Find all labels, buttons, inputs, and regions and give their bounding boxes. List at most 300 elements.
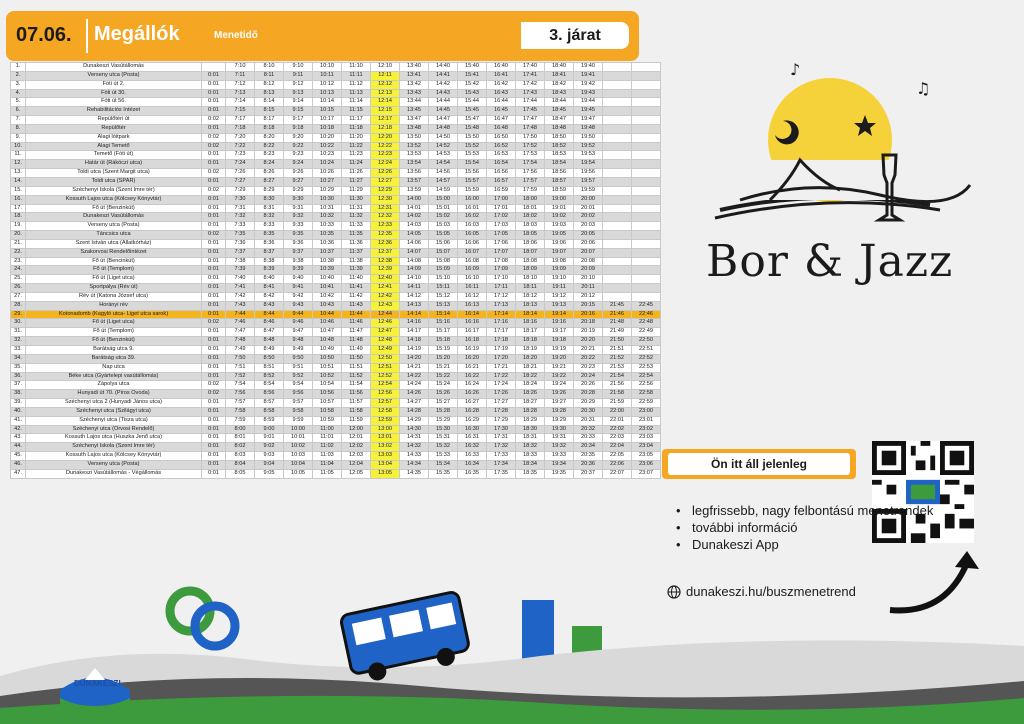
- time-cell: 7:23: [226, 151, 255, 160]
- time-cell: 17:18: [487, 337, 516, 346]
- time-cell: 7:10: [226, 63, 255, 72]
- time-cell: [202, 63, 226, 72]
- time-cell: 14:56: [429, 169, 458, 178]
- time-cell: 0:01: [202, 248, 226, 257]
- time-cell: 9:26: [284, 169, 313, 178]
- time-cell: 7:17: [226, 116, 255, 125]
- time-cell: 9:31: [284, 204, 313, 213]
- time-cell: 0:01: [202, 399, 226, 408]
- time-cell: 15:21: [429, 363, 458, 372]
- time-cell: [603, 257, 632, 266]
- time-cell: 13:57: [400, 177, 429, 186]
- time-cell: 17:24: [487, 381, 516, 390]
- table-row: [11, 204, 661, 213]
- time-cell: 20:16: [574, 310, 603, 319]
- time-cell: 19:31: [545, 434, 574, 443]
- time-cell: 17:43: [516, 89, 545, 98]
- time-cell: 0:01: [202, 354, 226, 363]
- time-cell: [632, 133, 661, 142]
- table-row: [11, 142, 661, 151]
- time-cell: 9:51: [284, 363, 313, 372]
- time-cell: 13:40: [400, 63, 429, 72]
- time-cell: 14:47: [429, 116, 458, 125]
- time-cell: 12:17: [371, 116, 400, 125]
- table-row: [11, 239, 661, 248]
- time-cell: 11:23: [342, 151, 371, 160]
- time-cell: 15:48: [458, 124, 487, 133]
- time-cell: 8:42: [255, 292, 284, 301]
- time-cell: 23:04: [632, 443, 661, 452]
- time-cell: 0:01: [202, 310, 226, 319]
- row-number-cell: 32.: [11, 337, 26, 346]
- time-cell: [603, 116, 632, 125]
- time-cell: 8:17: [255, 116, 284, 125]
- time-cell: [632, 239, 661, 248]
- time-cell: 12:39: [371, 266, 400, 275]
- time-cell: 18:22: [516, 372, 545, 381]
- time-cell: 17:01: [487, 204, 516, 213]
- time-cell: 0:01: [202, 98, 226, 107]
- time-cell: 20:35: [574, 452, 603, 461]
- time-cell: 14:14: [400, 310, 429, 319]
- time-cell: 8:22: [255, 142, 284, 151]
- time-cell: 18:32: [516, 443, 545, 452]
- time-cell: 19:27: [545, 399, 574, 408]
- time-cell: 15:05: [429, 231, 458, 240]
- time-cell: 12:44: [371, 310, 400, 319]
- stop-name-cell: Széchenyi Iskola (Szent Imre tér): [26, 443, 202, 452]
- time-cell: 11:17: [342, 116, 371, 125]
- time-cell: 18:21: [516, 363, 545, 372]
- time-cell: 19:09: [545, 266, 574, 275]
- city-name: DUNAKESZI: [74, 679, 121, 688]
- time-cell: 11:18: [342, 124, 371, 133]
- time-cell: 16:50: [487, 133, 516, 142]
- time-cell: 12:51: [371, 363, 400, 372]
- time-cell: 11:24: [342, 160, 371, 169]
- time-cell: 20:29: [574, 399, 603, 408]
- time-cell: [603, 186, 632, 195]
- time-cell: 8:18: [255, 124, 284, 133]
- time-cell: 15:57: [458, 177, 487, 186]
- svg-text:♫: ♫: [916, 79, 931, 98]
- time-cell: 20:21: [574, 346, 603, 355]
- time-cell: 16:09: [458, 266, 487, 275]
- timetable-url-link[interactable]: dunakeszi.hu/buszmenetrend: [686, 584, 856, 599]
- time-cell: 14:59: [429, 186, 458, 195]
- time-cell: 11:32: [342, 213, 371, 222]
- time-cell: 0:01: [202, 372, 226, 381]
- time-cell: 7:36: [226, 239, 255, 248]
- table-row: [11, 425, 661, 434]
- time-cell: 20:23: [574, 363, 603, 372]
- time-cell: 22:51: [632, 346, 661, 355]
- table-row: [11, 222, 661, 231]
- time-cell: 12:00: [342, 425, 371, 434]
- time-cell: 14:45: [429, 107, 458, 116]
- time-cell: 8:12: [255, 80, 284, 89]
- stop-name-cell: Barátság utca 39.: [26, 354, 202, 363]
- time-cell: 10:05: [284, 469, 313, 478]
- row-number-cell: 16.: [11, 195, 26, 204]
- table-row: [11, 354, 661, 363]
- time-cell: 12:26: [371, 169, 400, 178]
- time-cell: 17:00: [487, 195, 516, 204]
- time-cell: 8:58: [255, 407, 284, 416]
- time-cell: 19:22: [545, 372, 574, 381]
- time-cell: 20:08: [574, 257, 603, 266]
- time-cell: 19:54: [574, 160, 603, 169]
- time-cell: 14:43: [429, 89, 458, 98]
- time-cell: [603, 284, 632, 293]
- time-cell: 16:13: [458, 301, 487, 310]
- time-cell: 14:08: [400, 257, 429, 266]
- time-cell: 17:35: [487, 469, 516, 478]
- time-cell: 7:49: [226, 346, 255, 355]
- time-cell: 16:54: [487, 160, 516, 169]
- time-cell: 17:41: [516, 71, 545, 80]
- time-cell: 17:06: [487, 239, 516, 248]
- time-cell: 7:42: [226, 292, 255, 301]
- time-cell: 15:56: [458, 169, 487, 178]
- time-cell: 12:49: [371, 346, 400, 355]
- row-number-cell: 23.: [11, 257, 26, 266]
- time-cell: 13:56: [400, 169, 429, 178]
- time-cell: 9:13: [284, 89, 313, 98]
- time-cell: 19:16: [545, 319, 574, 328]
- time-cell: [632, 248, 661, 257]
- time-cell: 18:34: [516, 460, 545, 469]
- time-cell: 11:12: [342, 80, 371, 89]
- stop-name-cell: Alagi Temető: [26, 142, 202, 151]
- time-cell: 15:52: [458, 142, 487, 151]
- stop-name-cell: Dunakeszi Vasútállomás - Végállomás: [26, 469, 202, 478]
- time-cell: 18:18: [516, 337, 545, 346]
- time-cell: 11:57: [342, 399, 371, 408]
- time-cell: 21:48: [603, 319, 632, 328]
- time-cell: 11:35: [342, 231, 371, 240]
- table-row: [11, 116, 661, 125]
- time-cell: 10:18: [313, 124, 342, 133]
- time-cell: 14:19: [400, 346, 429, 355]
- time-cell: 8:32: [255, 213, 284, 222]
- time-cell: 0:01: [202, 443, 226, 452]
- time-cell: 20:22: [574, 354, 603, 363]
- time-cell: 15:30: [429, 425, 458, 434]
- row-number-cell: 27.: [11, 292, 26, 301]
- time-cell: 15:00: [429, 195, 458, 204]
- time-cell: 17:08: [487, 257, 516, 266]
- time-cell: 19:56: [574, 169, 603, 178]
- row-number-cell: 37.: [11, 381, 26, 390]
- time-cell: 14:05: [400, 231, 429, 240]
- table-row: [11, 98, 661, 107]
- time-cell: 0:01: [202, 89, 226, 98]
- time-cell: 16:34: [458, 460, 487, 469]
- time-cell: 18:33: [516, 452, 545, 461]
- time-cell: 17:07: [487, 248, 516, 257]
- time-cell: 15:54: [458, 160, 487, 169]
- time-cell: 19:21: [545, 363, 574, 372]
- time-cell: 8:50: [255, 354, 284, 363]
- time-cell: 9:40: [284, 275, 313, 284]
- time-cell: 10:49: [313, 346, 342, 355]
- time-cell: 19:12: [545, 292, 574, 301]
- stop-name-cell: Fő út (Benzinkút): [26, 204, 202, 213]
- time-cell: 20:00: [574, 195, 603, 204]
- table-row: [11, 231, 661, 240]
- time-cell: 10:38: [313, 257, 342, 266]
- time-cell: 18:01: [516, 204, 545, 213]
- time-cell: 17:14: [487, 310, 516, 319]
- time-cell: [632, 169, 661, 178]
- time-cell: [632, 257, 661, 266]
- time-cell: 16:42: [487, 80, 516, 89]
- time-cell: 9:14: [284, 98, 313, 107]
- decorative-footer: [0, 586, 1024, 724]
- time-cell: 14:00: [400, 195, 429, 204]
- time-cell: 0:01: [202, 337, 226, 346]
- time-cell: 7:38: [226, 257, 255, 266]
- time-cell: 10:40: [313, 275, 342, 284]
- time-cell: 11:14: [342, 98, 371, 107]
- time-cell: 10:23: [313, 151, 342, 160]
- time-cell: 15:20: [429, 354, 458, 363]
- row-number-cell: 40.: [11, 407, 26, 416]
- time-cell: 11:01: [313, 434, 342, 443]
- time-cell: 14:17: [400, 328, 429, 337]
- time-cell: 17:48: [516, 124, 545, 133]
- stop-name-cell: Kossuth Lajos utca (Kölcsey Könyvtár): [26, 195, 202, 204]
- stop-name-cell: Kotonadomb (Kagyló utca- Liget utca sarok): [26, 310, 202, 319]
- row-number-cell: 14.: [11, 177, 26, 186]
- stop-name-cell: Fő út (Benzinkút): [26, 337, 202, 346]
- time-cell: 0:01: [202, 328, 226, 337]
- time-cell: 0:01: [202, 222, 226, 231]
- time-cell: 18:41: [545, 71, 574, 80]
- time-cell: 10:04: [284, 460, 313, 469]
- time-cell: 7:12: [226, 80, 255, 89]
- time-cell: 22:06: [603, 460, 632, 469]
- time-cell: 10:29: [313, 186, 342, 195]
- stop-name-cell: Fő út (Liget utca): [26, 319, 202, 328]
- table-row: [11, 372, 661, 381]
- time-cell: 15:22: [429, 372, 458, 381]
- time-cell: 11:26: [342, 169, 371, 178]
- time-cell: [603, 177, 632, 186]
- time-cell: 9:10: [284, 63, 313, 72]
- time-cell: 14:54: [429, 160, 458, 169]
- time-cell: 17:27: [487, 399, 516, 408]
- time-cell: 19:41: [574, 71, 603, 80]
- stop-name-cell: Táncsics utca: [26, 231, 202, 240]
- time-cell: 15:32: [429, 443, 458, 452]
- time-cell: 20:31: [574, 416, 603, 425]
- time-cell: [603, 222, 632, 231]
- row-number-cell: 1.: [11, 63, 26, 72]
- time-cell: 17:12: [487, 292, 516, 301]
- time-cell: 15:16: [429, 319, 458, 328]
- time-cell: 18:54: [545, 160, 574, 169]
- time-cell: 17:13: [487, 301, 516, 310]
- time-cell: 17:29: [487, 416, 516, 425]
- time-cell: 7:59: [226, 416, 255, 425]
- time-cell: 12:54: [371, 381, 400, 390]
- time-cell: 17:34: [487, 460, 516, 469]
- row-number-cell: 47.: [11, 469, 26, 478]
- time-cell: 7:52: [226, 372, 255, 381]
- time-cell: 18:29: [516, 416, 545, 425]
- row-number-cell: 31.: [11, 328, 26, 337]
- time-cell: 21:50: [603, 337, 632, 346]
- time-cell: 18:03: [516, 222, 545, 231]
- time-cell: 12:36: [371, 239, 400, 248]
- time-cell: 8:38: [255, 257, 284, 266]
- time-cell: 19:29: [545, 416, 574, 425]
- time-cell: 10:56: [313, 390, 342, 399]
- time-cell: 8:59: [255, 416, 284, 425]
- time-cell: 17:03: [487, 222, 516, 231]
- time-cell: [603, 80, 632, 89]
- time-cell: 14:11: [400, 284, 429, 293]
- time-cell: 23:06: [632, 460, 661, 469]
- time-cell: 19:01: [545, 204, 574, 213]
- time-cell: 17:47: [516, 116, 545, 125]
- time-cell: 8:31: [255, 204, 284, 213]
- time-cell: 10:44: [313, 310, 342, 319]
- time-cell: 18:12: [516, 292, 545, 301]
- time-cell: 16:43: [487, 89, 516, 98]
- time-cell: 0:02: [202, 169, 226, 178]
- time-cell: 20:20: [574, 337, 603, 346]
- time-cell: 9:43: [284, 301, 313, 310]
- time-cell: 17:56: [516, 169, 545, 178]
- time-cell: 21:53: [603, 363, 632, 372]
- time-cell: 17:54: [516, 160, 545, 169]
- table-row: [11, 399, 661, 408]
- time-cell: 17:33: [487, 452, 516, 461]
- time-cell: [603, 195, 632, 204]
- time-cell: 7:20: [226, 133, 255, 142]
- time-cell: 8:00: [226, 425, 255, 434]
- stop-name-cell: Fóti út 2.: [26, 80, 202, 89]
- time-cell: 10:50: [313, 354, 342, 363]
- time-cell: 12:57: [371, 399, 400, 408]
- time-cell: 0:01: [202, 177, 226, 186]
- time-cell: [603, 151, 632, 160]
- time-cell: 8:20: [255, 133, 284, 142]
- time-cell: 11:39: [342, 266, 371, 275]
- time-cell: 14:22: [400, 372, 429, 381]
- time-cell: 16:44: [487, 98, 516, 107]
- route-label: 3. járat: [521, 22, 629, 49]
- time-cell: 17:16: [487, 319, 516, 328]
- time-cell: 8:01: [226, 434, 255, 443]
- stop-name-cell: Kossuth Lajos utca (Huszka Jenő utca): [26, 434, 202, 443]
- time-cell: 20:07: [574, 248, 603, 257]
- time-cell: 0:02: [202, 319, 226, 328]
- time-cell: 8:11: [255, 71, 284, 80]
- time-cell: 11:37: [342, 248, 371, 257]
- time-cell: 10:26: [313, 169, 342, 178]
- time-cell: 16:59: [487, 186, 516, 195]
- time-cell: 7:22: [226, 142, 255, 151]
- time-cell: 16:53: [487, 151, 516, 160]
- time-cell: [603, 213, 632, 222]
- time-cell: 17:09: [487, 266, 516, 275]
- stop-name-cell: Alagi lóitpark: [26, 133, 202, 142]
- row-number-cell: 35.: [11, 363, 26, 372]
- time-cell: 19:34: [545, 460, 574, 469]
- time-cell: 7:47: [226, 328, 255, 337]
- time-cell: 16:45: [487, 107, 516, 116]
- time-cell: 17:59: [516, 186, 545, 195]
- stop-name-cell: Szent István utca (Állatkórház): [26, 239, 202, 248]
- table-row: [11, 443, 661, 452]
- row-number-cell: 46.: [11, 460, 26, 469]
- time-cell: 9:05: [255, 469, 284, 478]
- time-cell: 10:14: [313, 98, 342, 107]
- time-cell: 9:29: [284, 186, 313, 195]
- row-number-cell: 33.: [11, 346, 26, 355]
- time-cell: 16:35: [458, 469, 487, 478]
- timetable: [10, 62, 661, 479]
- time-cell: 19:18: [545, 337, 574, 346]
- time-cell: 20:11: [574, 284, 603, 293]
- time-cell: 14:13: [400, 301, 429, 310]
- time-cell: [632, 195, 661, 204]
- time-cell: 12:42: [371, 292, 400, 301]
- time-cell: 17:20: [487, 354, 516, 363]
- time-cell: 8:56: [255, 390, 284, 399]
- time-cell: 18:35: [516, 469, 545, 478]
- time-cell: 0:01: [202, 160, 226, 169]
- time-cell: 13:54: [400, 160, 429, 169]
- time-cell: 13:52: [400, 142, 429, 151]
- time-cell: 15:27: [429, 399, 458, 408]
- time-cell: 23:07: [632, 469, 661, 478]
- row-number-cell: 3.: [11, 80, 26, 89]
- table-row: [11, 186, 661, 195]
- stop-name-cell: Dunakeszi Vasútállomás: [26, 63, 202, 72]
- time-cell: 17:42: [516, 80, 545, 89]
- time-cell: 19:42: [574, 80, 603, 89]
- time-cell: 16:31: [458, 434, 487, 443]
- time-cell: 9:38: [284, 257, 313, 266]
- time-cell: 16:30: [458, 425, 487, 434]
- time-cell: 22:49: [632, 328, 661, 337]
- time-cell: 9:02: [255, 443, 284, 452]
- time-cell: 20:28: [574, 390, 603, 399]
- time-cell: [632, 89, 661, 98]
- stop-name-cell: Dunakeszi Vasútállomás: [26, 213, 202, 222]
- time-cell: 10:11: [313, 71, 342, 80]
- time-cell: 20:15: [574, 301, 603, 310]
- time-cell: 0:02: [202, 116, 226, 125]
- time-cell: 0:01: [202, 151, 226, 160]
- info-item: • Dunakeszi App: [692, 536, 968, 553]
- time-cell: 22:03: [603, 434, 632, 443]
- time-cell: [632, 124, 661, 133]
- row-number-cell: 28.: [11, 301, 26, 310]
- time-cell: 0:01: [202, 213, 226, 222]
- time-cell: 16:27: [458, 399, 487, 408]
- time-cell: 17:30: [487, 425, 516, 434]
- row-number-cell: 26.: [11, 284, 26, 293]
- time-cell: 17:11: [487, 284, 516, 293]
- time-cell: 17:53: [516, 151, 545, 160]
- time-cell: 15:50: [458, 133, 487, 142]
